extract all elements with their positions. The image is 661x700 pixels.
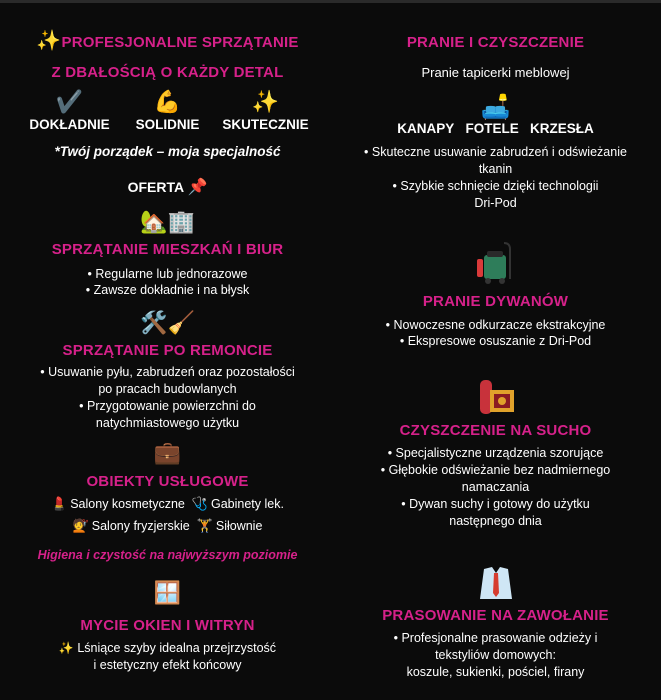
sofa-icon: 🛋️ xyxy=(480,94,511,121)
briefcase-icon: 💼 xyxy=(153,440,182,465)
windows-line: i estetyczny efekt końcowy xyxy=(93,658,242,672)
section-title-dry: CZYSZCZENIE NA SUCHO xyxy=(399,422,592,439)
tools-and-broom-icon: 🛠️🧹 xyxy=(140,310,195,335)
list-item: • Przygotowanie powierzchni do xyxy=(79,399,256,413)
right-title: PRANIE I CZYSZCZENIE xyxy=(406,34,585,51)
main-title-text: PROFESJONALNE SPRZĄTANIE xyxy=(61,34,299,51)
list-item: • Nowoczesne odkurzacze ekstrakcyjne xyxy=(330,317,661,333)
dry-list xyxy=(330,445,661,530)
list-item-continued: koszule, sukienki, pościel, firany xyxy=(406,665,585,679)
haircut-icon: 💇 xyxy=(72,518,89,533)
list-item: • Szybkie schnięcie dzięki technologii xyxy=(392,179,599,193)
furniture-label: KANAPY xyxy=(397,121,455,136)
right-subtitle: Pranie tapicerki meblowej xyxy=(421,65,570,80)
offer-text: OFERTA xyxy=(127,179,184,195)
rolled-carpet-icon xyxy=(330,376,661,425)
list-item: • Skuteczne usuwanie zabrudzeń i odświeżanie xyxy=(364,145,627,159)
venue-label: Salony kosmetyczne xyxy=(70,497,185,511)
venues-row xyxy=(0,517,335,535)
extraction-vacuum-icon xyxy=(330,239,661,292)
quality-item xyxy=(119,89,217,132)
window-icon: 🪟 xyxy=(153,580,182,605)
quality-label: DOKŁADNIE xyxy=(29,117,110,132)
list-item-continued: po pracach budowlanych xyxy=(98,382,237,396)
carpets-list xyxy=(330,317,661,349)
list-item-continued: namaczania xyxy=(461,480,530,494)
list-item: • Ekspresowe osuszanie z Dri-Pod xyxy=(330,333,661,349)
renovation-list xyxy=(0,364,335,432)
sparkles-icon: ✨ xyxy=(58,641,74,655)
section-title-carpets: PRANIE DYWANÓW xyxy=(422,293,569,310)
weightlifting-icon: 🏋️ xyxy=(196,518,213,533)
flexed-biceps-icon: 💪 xyxy=(153,89,182,114)
section-title-apartments: SPRZĄTANIE MIESZKAŃ I BIUR xyxy=(51,241,284,258)
list-item-continued: Dri-Pod xyxy=(474,196,517,210)
quality-item xyxy=(21,89,119,132)
windows-text xyxy=(0,640,335,674)
section-title-windows: MYCIE OKIEN I WITRYN xyxy=(80,617,255,634)
offer-heading xyxy=(0,177,335,197)
furniture-label: FOTELE xyxy=(465,121,519,136)
quality-label: SOLIDNIE xyxy=(135,117,200,132)
tagline: Higiena i czystość na najwyższym poziomie xyxy=(37,548,298,562)
lipstick-icon: 💄 xyxy=(51,496,68,511)
list-item-continued: tkanin xyxy=(478,162,513,176)
upholstery-list xyxy=(330,144,661,212)
list-item-continued: natychmiastowego użytku xyxy=(95,416,240,430)
list-item-continued: tekstyliów domowych: xyxy=(435,648,556,662)
list-item: • Profesjonalne prasowanie odzieży i xyxy=(393,631,598,645)
list-item: • Zawsze dokładnie i na błysk xyxy=(0,282,335,298)
sparkles-icon: ✨ xyxy=(251,89,280,114)
house-and-office-icon: 🏡🏢 xyxy=(140,209,195,234)
shirt-and-tie-icon xyxy=(330,563,661,608)
list-item: • Regularne lub jednorazowe xyxy=(0,266,335,282)
quality-label: SKUTECZNIE xyxy=(222,117,309,132)
section-title-renovation: SPRZĄTANIE PO REMONCIE xyxy=(62,342,273,359)
ironing-list xyxy=(330,630,661,681)
venue-label: Salony fryzjerskie xyxy=(91,519,190,533)
motto: *Twój porządek – moja specjalność xyxy=(54,144,281,159)
section-title-venues: OBIEKTY USŁUGOWE xyxy=(86,473,249,490)
check-mark-icon: ✔️ xyxy=(55,89,84,114)
furniture-label: KRZESŁA xyxy=(530,121,594,136)
quality-item xyxy=(217,89,315,132)
venues-list xyxy=(0,495,335,535)
apartments-list xyxy=(0,266,335,298)
qualities-row xyxy=(0,89,335,132)
subtitle: Z DBAŁOŚCIĄ O KAŻDY DETAL xyxy=(51,64,284,81)
main-title xyxy=(0,28,335,53)
venue-label: Gabinety lek. xyxy=(211,497,284,511)
windows-line: ✨ Lśniące szyby idealna przejrzystość xyxy=(58,641,277,655)
list-item: • Specjalistyczne urządzenia szorujące xyxy=(387,446,604,460)
furniture-row xyxy=(330,121,661,136)
list-item: • Usuwanie pyłu, zabrudzeń oraz pozostałości xyxy=(40,365,295,379)
venue-label: Siłownie xyxy=(215,519,263,533)
section-title-ironing: PRASOWANIE NA ZAWOŁANIE xyxy=(382,607,609,624)
list-item: • Głębokie odświeżanie bez nadmiernego xyxy=(380,463,611,477)
list-item-continued: następnego dnia xyxy=(449,514,542,528)
stethoscope-icon: 🩺 xyxy=(191,496,208,511)
pushpin-icon: 📌 xyxy=(187,179,208,196)
sparkles-icon: ✨ xyxy=(36,30,62,52)
venues-row xyxy=(0,495,335,513)
list-item: • Dywan suchy i gotowy do użytku xyxy=(401,497,590,511)
